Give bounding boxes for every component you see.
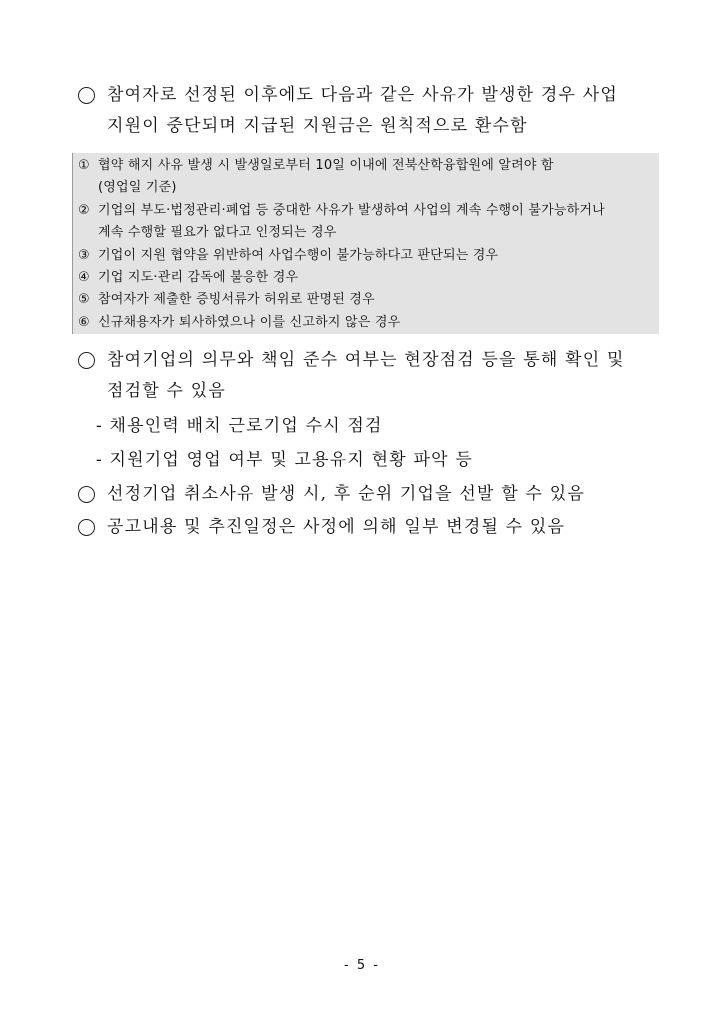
bullet-schedule-change — [78, 512, 565, 543]
item-number: ③ — [78, 247, 90, 263]
bullet-text: 참여기업의 의무와 책임 준수 여부는 현장점검 등을 통해 확인 및 점검할 수 있음 — [107, 350, 625, 401]
item-number: ② — [78, 202, 90, 218]
item-text: 신규채용자가 퇴사하였으나 이를 신고하지 않은 경우 — [98, 314, 401, 330]
page-number: - 5 - — [344, 958, 380, 973]
bullet-compliance-check — [78, 345, 625, 407]
circle-bullet-icon — [78, 486, 95, 503]
item-number: ⑥ — [78, 314, 90, 330]
item-number: ⑤ — [78, 292, 90, 308]
list-item — [78, 245, 659, 267]
sub-item-business-status: - 지원기업 영업 여부 및 고용유지 현황 파악 등 — [96, 450, 473, 470]
bullet-refund-conditions — [78, 80, 618, 142]
item-text: 협약 해지 사유 발생 시 발생일로부터 10일 이내에 전북산학융합원에 알려야 함 (영업일 기준) — [98, 158, 554, 196]
list-item — [78, 312, 659, 334]
bullet-replacement-selection — [78, 479, 585, 510]
item-number: ① — [78, 158, 90, 173]
list-item — [78, 289, 659, 311]
item-text: 참여자가 제출한 증빙서류가 허위로 판명된 경우 — [98, 292, 375, 308]
circle-bullet-icon — [78, 87, 95, 104]
sub-item-staff-inspection: - 채용인력 배치 근로기업 수시 점검 — [96, 416, 383, 436]
circle-bullet-icon — [78, 352, 95, 369]
bullet-text: 선정기업 취소사유 발생 시, 후 순위 기업을 선발 할 수 있음 — [107, 484, 585, 504]
item-number: ④ — [78, 270, 90, 286]
bullet-text: 참여자로 선정된 이후에도 다음과 같은 사유가 발생한 경우 사업 지원이 중단되며 지급된 지원금은 원칙적으로 환수함 — [107, 85, 619, 136]
circle-bullet-icon — [78, 519, 95, 536]
list-item — [78, 155, 659, 200]
item-text: 기업 지도·관리 감독에 불응한 경우 — [98, 270, 299, 286]
item-text: 기업의 부도·법정관리·폐업 등 중대한 사유가 발생하여 사업의 계속 수행이 불가능하거나 계속 수행할 필요가 없다고 인정되는 경우 — [98, 202, 605, 241]
list-item — [78, 267, 659, 289]
list-item — [78, 200, 659, 245]
item-text: 기업이 지원 협약을 위반하여 사업수행이 불가능하다고 판단되는 경우 — [98, 247, 499, 263]
bullet-text: 공고내용 및 추진일정은 사정에 의해 일부 변경될 수 있음 — [107, 517, 566, 537]
refund-reasons-box — [72, 153, 659, 334]
